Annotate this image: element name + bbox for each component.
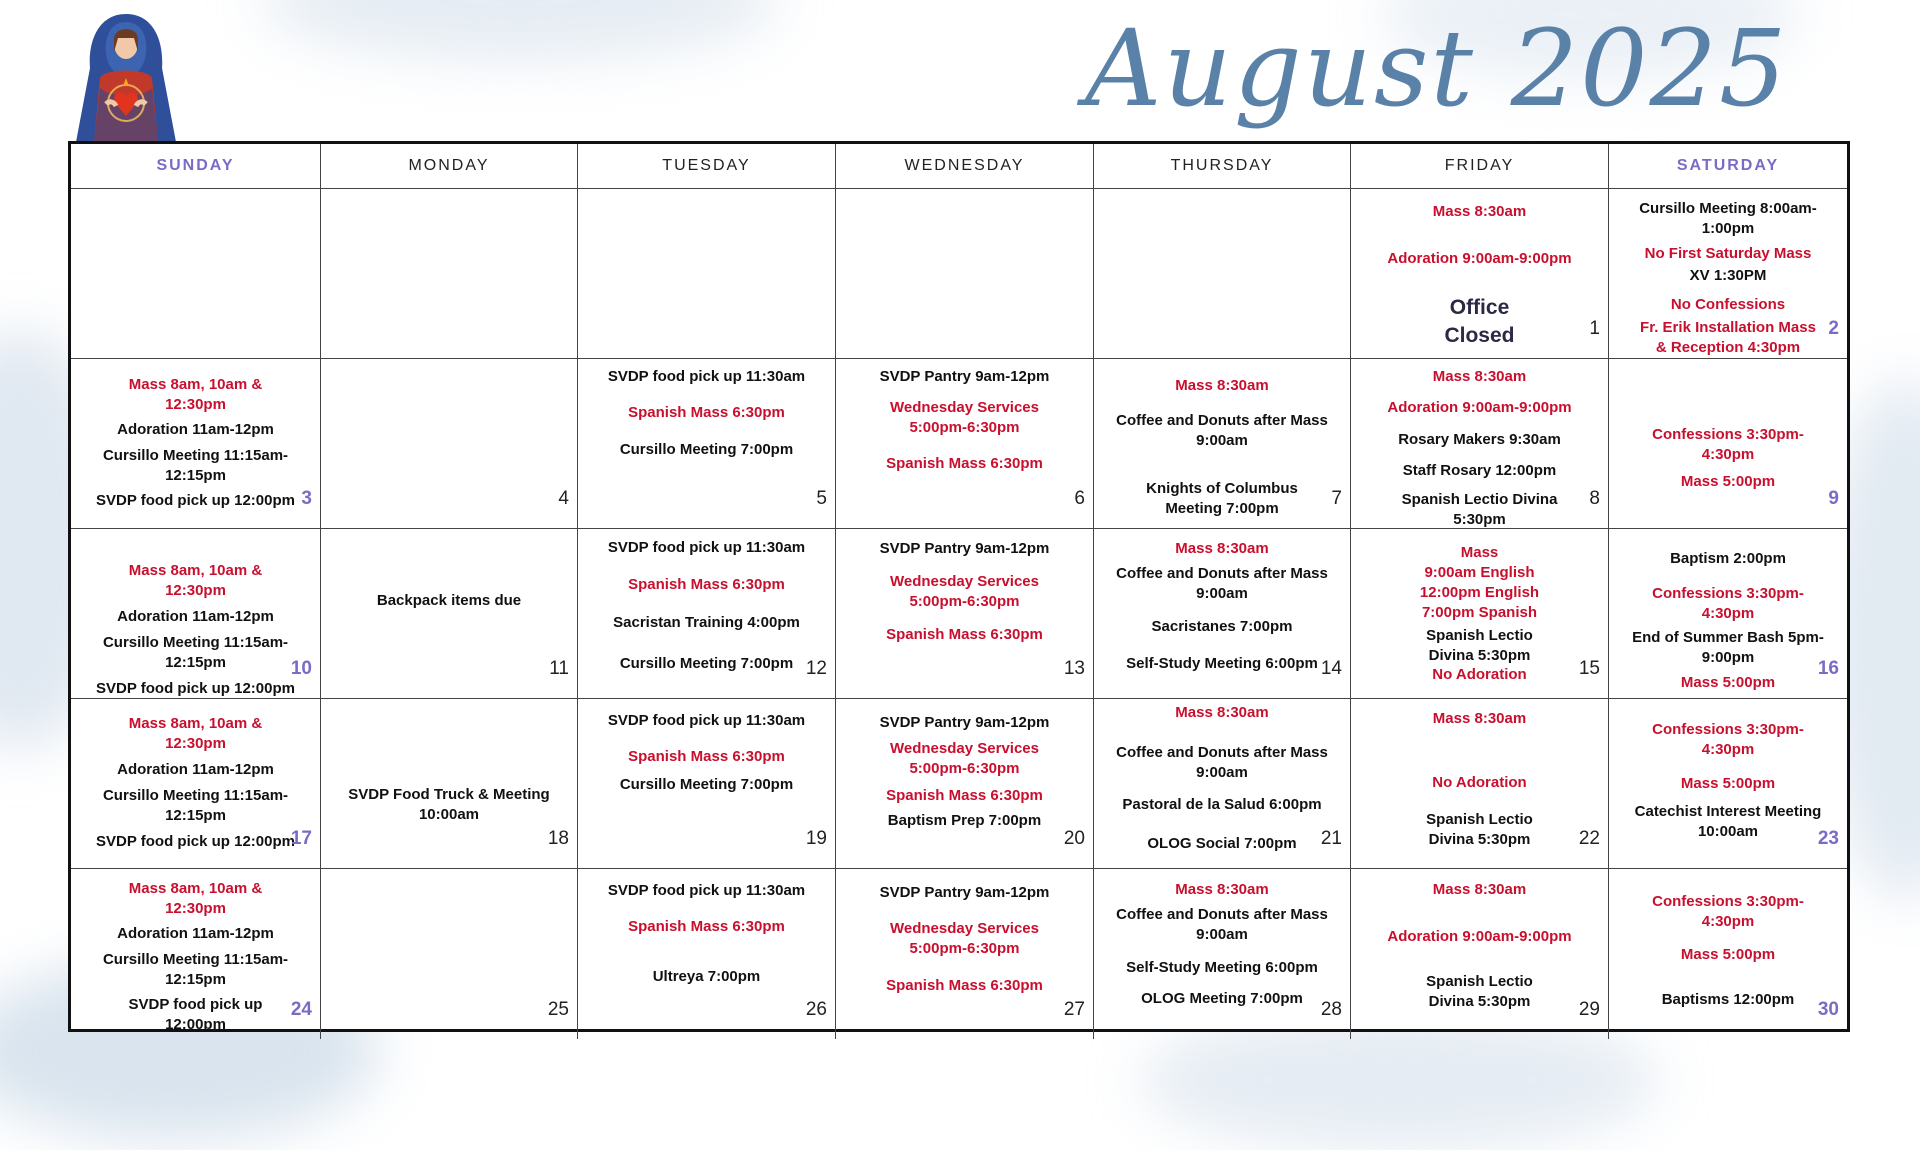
day-number: 14 [1320, 658, 1342, 679]
day-number: 17 [290, 828, 312, 849]
day-cell-26 [578, 869, 836, 1039]
calendar-event: Coffee and Donuts after Mass 9:00am [1116, 565, 1328, 602]
calendar-event: Mass 5:00pm [1680, 674, 1776, 691]
empty-day-cell [836, 189, 1094, 359]
day-number: 5 [816, 488, 827, 509]
day-cell-30 [1609, 869, 1847, 1039]
day-number: 22 [1578, 828, 1600, 849]
weekday-header-friday: FRIDAY [1351, 144, 1609, 189]
day-number: 24 [290, 999, 312, 1020]
calendar-event: Mass 9:00am English 12:00pm English 7:00pm Spanish [1419, 544, 1540, 621]
calendar-event: SVDP Food Truck & Meeting 10:00am [348, 786, 550, 823]
weekday-header-wednesday: WEDNESDAY [836, 144, 1094, 189]
calendar-event: SVDP Pantry 9am-12pm [879, 714, 1050, 731]
calendar-event: Wednesday Services 5:00pm-6:30pm [890, 573, 1039, 610]
calendar-event: Cursillo Meeting 11:15am- 12:15pm [102, 951, 289, 988]
calendar-event: Mass 8:30am [1175, 540, 1269, 557]
calendar-event: SVDP food pick up 11:30am [607, 539, 806, 556]
calendar-event: No Confessions [1670, 296, 1786, 313]
calendar-event: Spanish Lectio Divina 5:30pm [1426, 973, 1533, 1010]
calendar-event: Adoration 9:00am-9:00pm [1387, 399, 1572, 416]
calendar-event: Confessions 3:30pm- 4:30pm [1652, 721, 1804, 758]
calendar-event: SVDP food pick up 12:00pm [96, 833, 295, 850]
calendar-event: No First Saturday Mass [1644, 245, 1812, 262]
calendar-event: Mass 8am, 10am & 12:30pm [128, 715, 263, 752]
calendar-event: Baptism 2:00pm [1670, 550, 1786, 567]
calendar-event: Mass 8:30am [1175, 704, 1269, 721]
day-number: 4 [558, 488, 569, 509]
day-cell-4 [321, 359, 578, 529]
calendar-event: Spanish Lectio Divina 5:30pm [1426, 627, 1533, 664]
sacred-heart-of-mary-image [70, 8, 182, 142]
calendar-event: Mass 8:30am [1432, 710, 1527, 727]
weekday-header-saturday: SATURDAY [1609, 144, 1847, 189]
calendar-event: Mass 8:30am [1432, 881, 1527, 898]
calendar-event: Adoration 11am-12pm [117, 925, 274, 942]
calendar-grid [68, 141, 1850, 1032]
day-number: 13 [1063, 658, 1085, 679]
calendar-event: Mass 5:00pm [1680, 473, 1776, 490]
calendar-event: Backpack items due [376, 592, 522, 609]
day-number: 3 [301, 488, 312, 509]
day-cell-8 [1351, 359, 1609, 529]
calendar-event: Adoration 11am-12pm [117, 761, 274, 778]
day-cell-10 [71, 529, 321, 699]
calendar-event: Catechist Interest Meeting 10:00am [1634, 803, 1822, 840]
calendar-event: Staff Rosary 12:00pm [1402, 462, 1557, 479]
day-cell-22 [1351, 699, 1609, 869]
day-cell-3 [71, 359, 321, 529]
calendar-event: Knights of Columbus Meeting 7:00pm [1146, 480, 1298, 517]
day-cell-24 [71, 869, 321, 1039]
day-cell-17 [71, 699, 321, 869]
day-cell-21 [1094, 699, 1351, 869]
calendar-event: Confessions 3:30pm- 4:30pm [1652, 585, 1804, 622]
day-number: 26 [805, 999, 827, 1020]
day-cell-19 [578, 699, 836, 869]
day-cell-14 [1094, 529, 1351, 699]
calendar-event: Confessions 3:30pm- 4:30pm [1652, 893, 1804, 930]
day-number: 10 [290, 658, 312, 679]
weekday-header-thursday: THURSDAY [1094, 144, 1351, 189]
day-number: 20 [1063, 828, 1085, 849]
calendar-event: Adoration 9:00am-9:00pm [1387, 928, 1572, 945]
day-cell-1 [1351, 189, 1609, 359]
day-cell-7 [1094, 359, 1351, 529]
calendar-event: SVDP food pick up 11:30am [607, 882, 806, 899]
day-number: 1 [1589, 318, 1600, 339]
calendar-event: Cursillo Meeting 8:00am- 1:00pm [1639, 200, 1817, 237]
weekday-header-tuesday: TUESDAY [578, 144, 836, 189]
calendar-event: Spanish Mass 6:30pm [628, 748, 785, 765]
day-number: 29 [1578, 999, 1600, 1020]
calendar-event: Sacristanes 7:00pm [1151, 618, 1293, 635]
calendar-event: Spanish Mass 6:30pm [628, 918, 785, 935]
calendar-event: Fr. Erik Installation Mass & Reception 4:30pm [1640, 319, 1816, 356]
calendar-event: Cursillo Meeting 7:00pm [619, 655, 794, 672]
calendar-event: Confessions 3:30pm- 4:30pm [1652, 426, 1804, 463]
day-cell-15 [1351, 529, 1609, 699]
calendar-event: Mass 8am, 10am & 12:30pm [128, 880, 263, 917]
day-cell-9 [1609, 359, 1847, 529]
day-number: 11 [549, 658, 569, 679]
calendar-event: Cursillo Meeting 7:00pm [619, 776, 794, 793]
day-cell-13 [836, 529, 1094, 699]
calendar-event: Cursillo Meeting 11:15am- 12:15pm [102, 634, 289, 671]
day-number: 18 [547, 828, 569, 849]
calendar-event: Ultreya 7:00pm [652, 968, 761, 985]
day-number: 16 [1817, 658, 1839, 679]
day-number: 21 [1320, 828, 1342, 849]
calendar-event: Mass 5:00pm [1680, 775, 1776, 792]
day-cell-23 [1609, 699, 1847, 869]
calendar-event: Rosary Makers 9:30am [1398, 431, 1561, 448]
calendar-event: Wednesday Services 5:00pm-6:30pm [890, 740, 1039, 777]
calendar-event: Cursillo Meeting 11:15am- 12:15pm [102, 447, 289, 484]
calendar-event: SVDP food pick up 12:00pm [96, 492, 295, 509]
calendar-event: SVDP food pick up 11:30am [607, 368, 806, 385]
day-number: 30 [1817, 999, 1839, 1020]
calendar-event: Spanish Mass 6:30pm [886, 787, 1043, 804]
calendar-event: Mass 8:30am [1175, 881, 1269, 898]
calendar-event: Mass 8am, 10am & 12:30pm [128, 376, 263, 413]
weekday-header-sunday: SUNDAY [71, 144, 321, 189]
day-cell-18 [321, 699, 578, 869]
day-cell-20 [836, 699, 1094, 869]
day-number: 15 [1578, 658, 1600, 679]
day-number: 8 [1589, 488, 1600, 509]
calendar-event: OLOG Meeting 7:00pm [1141, 990, 1303, 1007]
day-cell-29 [1351, 869, 1609, 1039]
calendar-event: Spanish Lectio Divina 5:30pm [1401, 491, 1558, 528]
empty-day-cell [578, 189, 836, 359]
calendar-event: SVDP food pick up 12:00pm [128, 996, 263, 1033]
calendar-event: SVDP food pick up 11:30am [607, 712, 806, 729]
day-number: 7 [1331, 488, 1342, 509]
weekday-header-monday: MONDAY [321, 144, 578, 189]
day-number: 19 [805, 828, 827, 849]
calendar-event: Self-Study Meeting 6:00pm [1126, 655, 1318, 672]
calendar-event: Sacristan Training 4:00pm [613, 614, 800, 631]
calendar-event: Baptisms 12:00pm [1661, 991, 1795, 1008]
calendar-event: Wednesday Services 5:00pm-6:30pm [890, 399, 1039, 436]
calendar-event: OLOG Social 7:00pm [1147, 835, 1297, 852]
calendar-event: Cursillo Meeting 7:00pm [619, 441, 794, 458]
calendar-event: SVDP food pick up 12:00pm [96, 680, 295, 697]
empty-day-cell [1094, 189, 1351, 359]
day-number: 9 [1828, 488, 1839, 509]
calendar-event: Coffee and Donuts after Mass 9:00am [1116, 906, 1328, 943]
day-number: 28 [1320, 999, 1342, 1020]
day-number: 25 [547, 999, 569, 1020]
day-number: 2 [1828, 318, 1839, 339]
calendar-event: Adoration 11am-12pm [117, 421, 274, 438]
calendar-event: Mass 8:30am [1175, 377, 1269, 394]
day-cell-27 [836, 869, 1094, 1039]
day-cell-16 [1609, 529, 1847, 699]
day-cell-5 [578, 359, 836, 529]
calendar-event: Mass 8am, 10am & 12:30pm [128, 562, 263, 599]
calendar-event: Pastoral de la Salud 6:00pm [1122, 796, 1322, 813]
calendar-event: Mass 8:30am [1432, 203, 1527, 220]
calendar-event: Spanish Mass 6:30pm [886, 626, 1043, 643]
calendar-event: Self-Study Meeting 6:00pm [1126, 959, 1318, 976]
calendar-event: No Adoration [1432, 774, 1527, 791]
day-number: 12 [805, 658, 827, 679]
calendar-event: Mass 5:00pm [1680, 946, 1776, 963]
calendar-event: Spanish Mass 6:30pm [628, 404, 785, 421]
day-cell-28 [1094, 869, 1351, 1039]
calendar-event: No Adoration [1432, 666, 1527, 683]
calendar-event: Wednesday Services 5:00pm-6:30pm [890, 920, 1039, 957]
calendar-event: Spanish Mass 6:30pm [886, 977, 1043, 994]
calendar-event: Coffee and Donuts after Mass 9:00am [1116, 744, 1328, 781]
calendar-event: XV 1:30PM [1689, 267, 1767, 284]
day-number: 6 [1074, 488, 1085, 509]
calendar-event: Spanish Mass 6:30pm [886, 455, 1043, 472]
calendar-event: Adoration 9:00am-9:00pm [1387, 250, 1572, 267]
calendar-title: August 2025 [1085, 7, 1789, 130]
day-number: 23 [1817, 828, 1839, 849]
day-cell-12 [578, 529, 836, 699]
calendar-event: Mass 8:30am [1432, 368, 1527, 385]
calendar-event: SVDP Pantry 9am-12pm [879, 884, 1050, 901]
calendar-event: Coffee and Donuts after Mass 9:00am [1116, 412, 1328, 449]
empty-day-cell [71, 189, 321, 359]
empty-day-cell [321, 189, 578, 359]
calendar-event: Spanish Mass 6:30pm [628, 576, 785, 593]
calendar-event: SVDP Pantry 9am-12pm [879, 368, 1050, 385]
day-number: 27 [1063, 999, 1085, 1020]
calendar-event: End of Summer Bash 5pm- 9:00pm [1632, 629, 1824, 666]
day-cell-2 [1609, 189, 1847, 359]
day-cell-11 [321, 529, 578, 699]
calendar-event: Office Closed [1444, 296, 1515, 347]
calendar-event: SVDP Pantry 9am-12pm [879, 540, 1050, 557]
day-cell-25 [321, 869, 578, 1039]
calendar-event: Cursillo Meeting 11:15am- 12:15pm [102, 787, 289, 824]
calendar-event: Baptism Prep 7:00pm [887, 812, 1042, 829]
calendar-event: Adoration 11am-12pm [117, 608, 274, 625]
day-cell-6 [836, 359, 1094, 529]
calendar-event: Spanish Lectio Divina 5:30pm [1426, 811, 1533, 848]
